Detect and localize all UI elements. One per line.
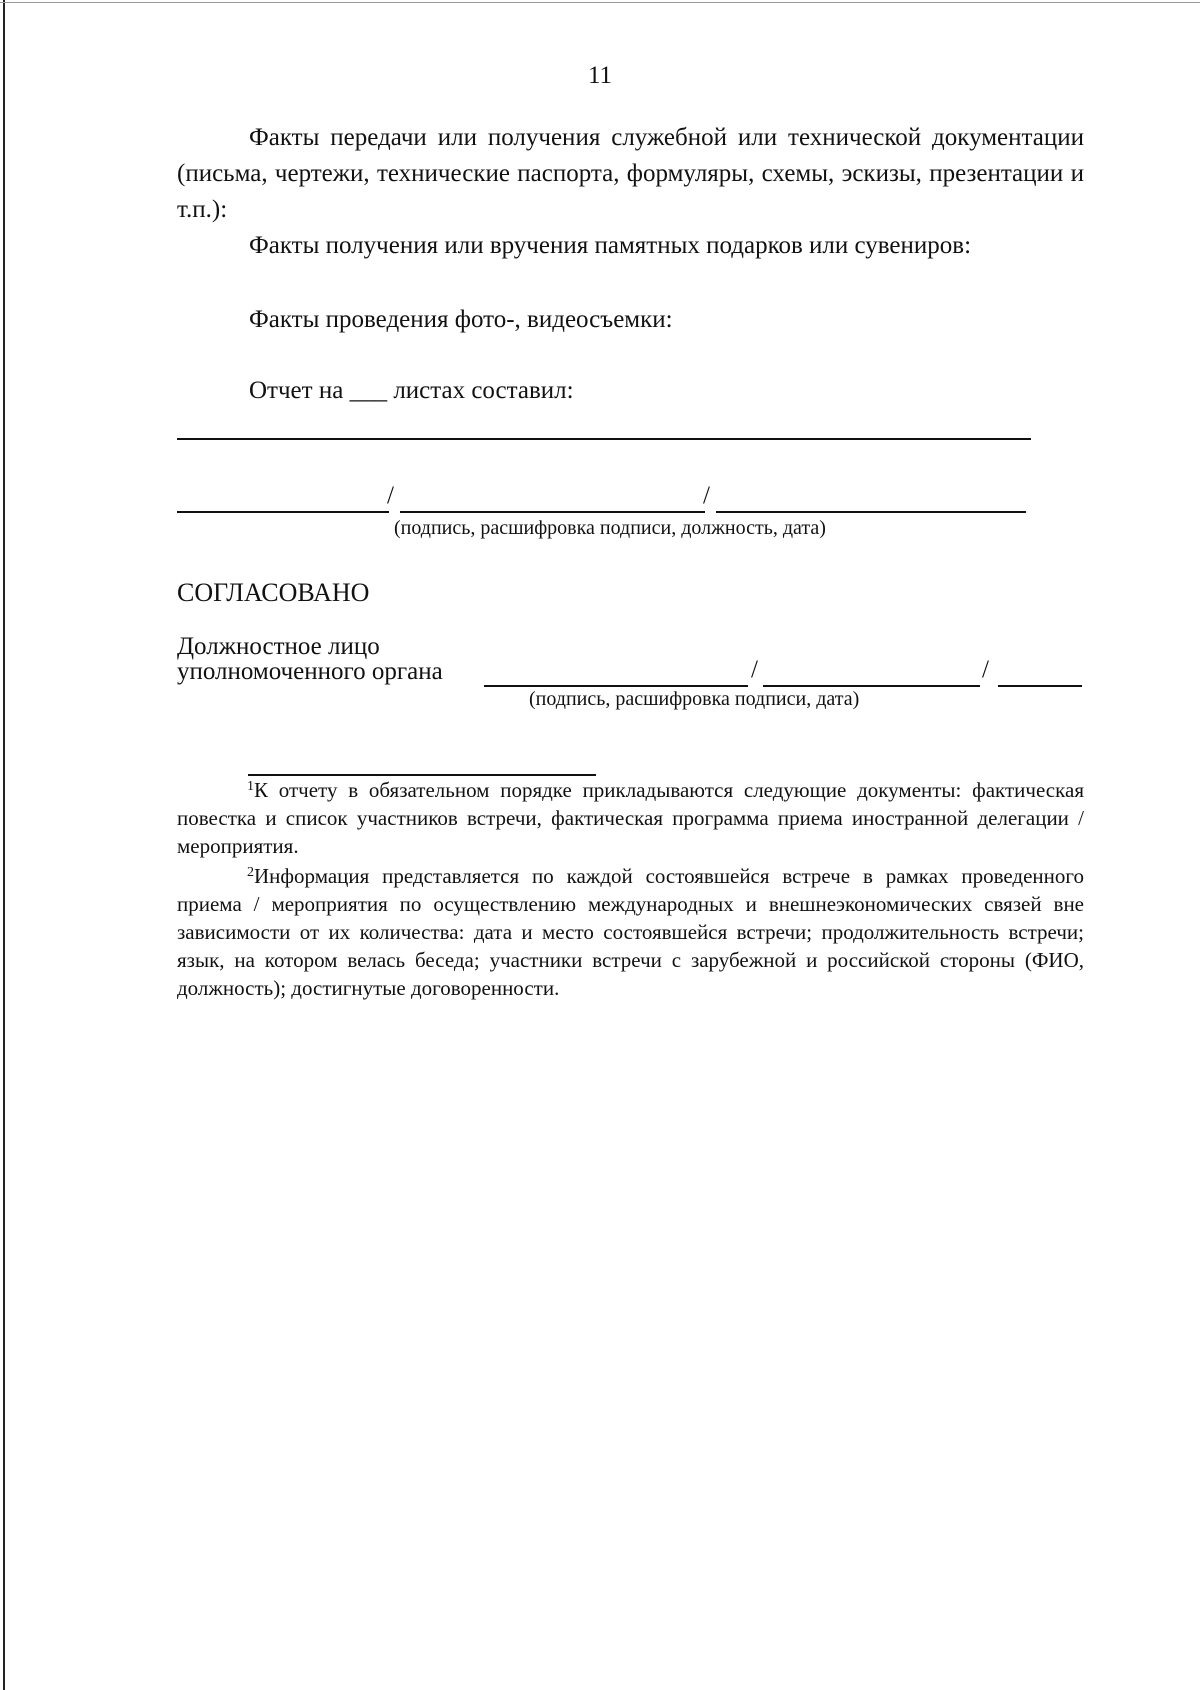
approval-heading: СОГЛАСОВАНО xyxy=(177,578,370,607)
footnote-1-marker: 1 xyxy=(247,779,254,794)
approval-signature-line-3 xyxy=(998,685,1082,687)
footnote-1 xyxy=(177,776,1084,860)
approval-slash-1: / xyxy=(751,656,758,683)
footnote-2 xyxy=(177,862,1084,1002)
approval-signature-line-1 xyxy=(484,685,748,687)
signature-line-2 xyxy=(400,511,705,513)
paragraph-documentation: Факты передачи или получения служебной или технической документации (письма, чертежи, технические паспорта, формуляры, схемы, эскизы, презентации и т.п.): xyxy=(177,124,1084,223)
approval-signature-line-2 xyxy=(763,685,980,687)
official-label-line2: уполномоченного органа xyxy=(177,658,443,685)
report-prefix: Отчет на xyxy=(249,377,344,404)
footnote-2-marker: 2 xyxy=(247,865,254,880)
footnote-2-text: Информация представляется по каждой состоявшейся встрече в рамках проведенного приема / мероприятия по осуществлению международных и внешнеэкономических связей вне зависимости от их количества: дата и место состоявшейся встречи; продолжительность встречи; язык, на котором велась беседа; участники встречи с зарубежной и российской стороны (ФИО, должность); достигнутые договоренности. xyxy=(177,864,1084,1000)
page-number: 11 xyxy=(587,62,613,89)
signature-slash-1: / xyxy=(387,482,394,509)
approval-slash-2: / xyxy=(982,656,989,683)
report-suffix: листах составил: xyxy=(393,377,574,404)
official-label-line1: Должностное лицо xyxy=(177,633,380,660)
signature-slash-2: / xyxy=(703,482,710,509)
footnote-1-text: К отчету в обязательном порядке прикладываются следующие документы: фактическая повестка и список участников встречи, фактическая программа приема иностранной делегации / мероприятия. xyxy=(177,778,1084,858)
paragraph-photo: Факты проведения фото-, видеосъемки: xyxy=(249,306,673,333)
paragraph-report xyxy=(177,373,1084,409)
paragraph-gifts: Факты получения или вручения памятных подарков или сувениров: xyxy=(249,232,972,259)
page-left-border xyxy=(3,0,5,1690)
signature-line-3 xyxy=(716,511,1026,513)
signature-line-1 xyxy=(177,511,389,513)
report-sheets-blank: ___ xyxy=(349,377,388,404)
signature-caption: (подпись, расшифровка подписи, должность, дата) xyxy=(394,517,826,539)
compiler-name-line xyxy=(177,438,1031,440)
approval-caption: (подпись, расшифровка подписи, дата) xyxy=(529,688,860,710)
page-top-border xyxy=(0,2,1200,3)
